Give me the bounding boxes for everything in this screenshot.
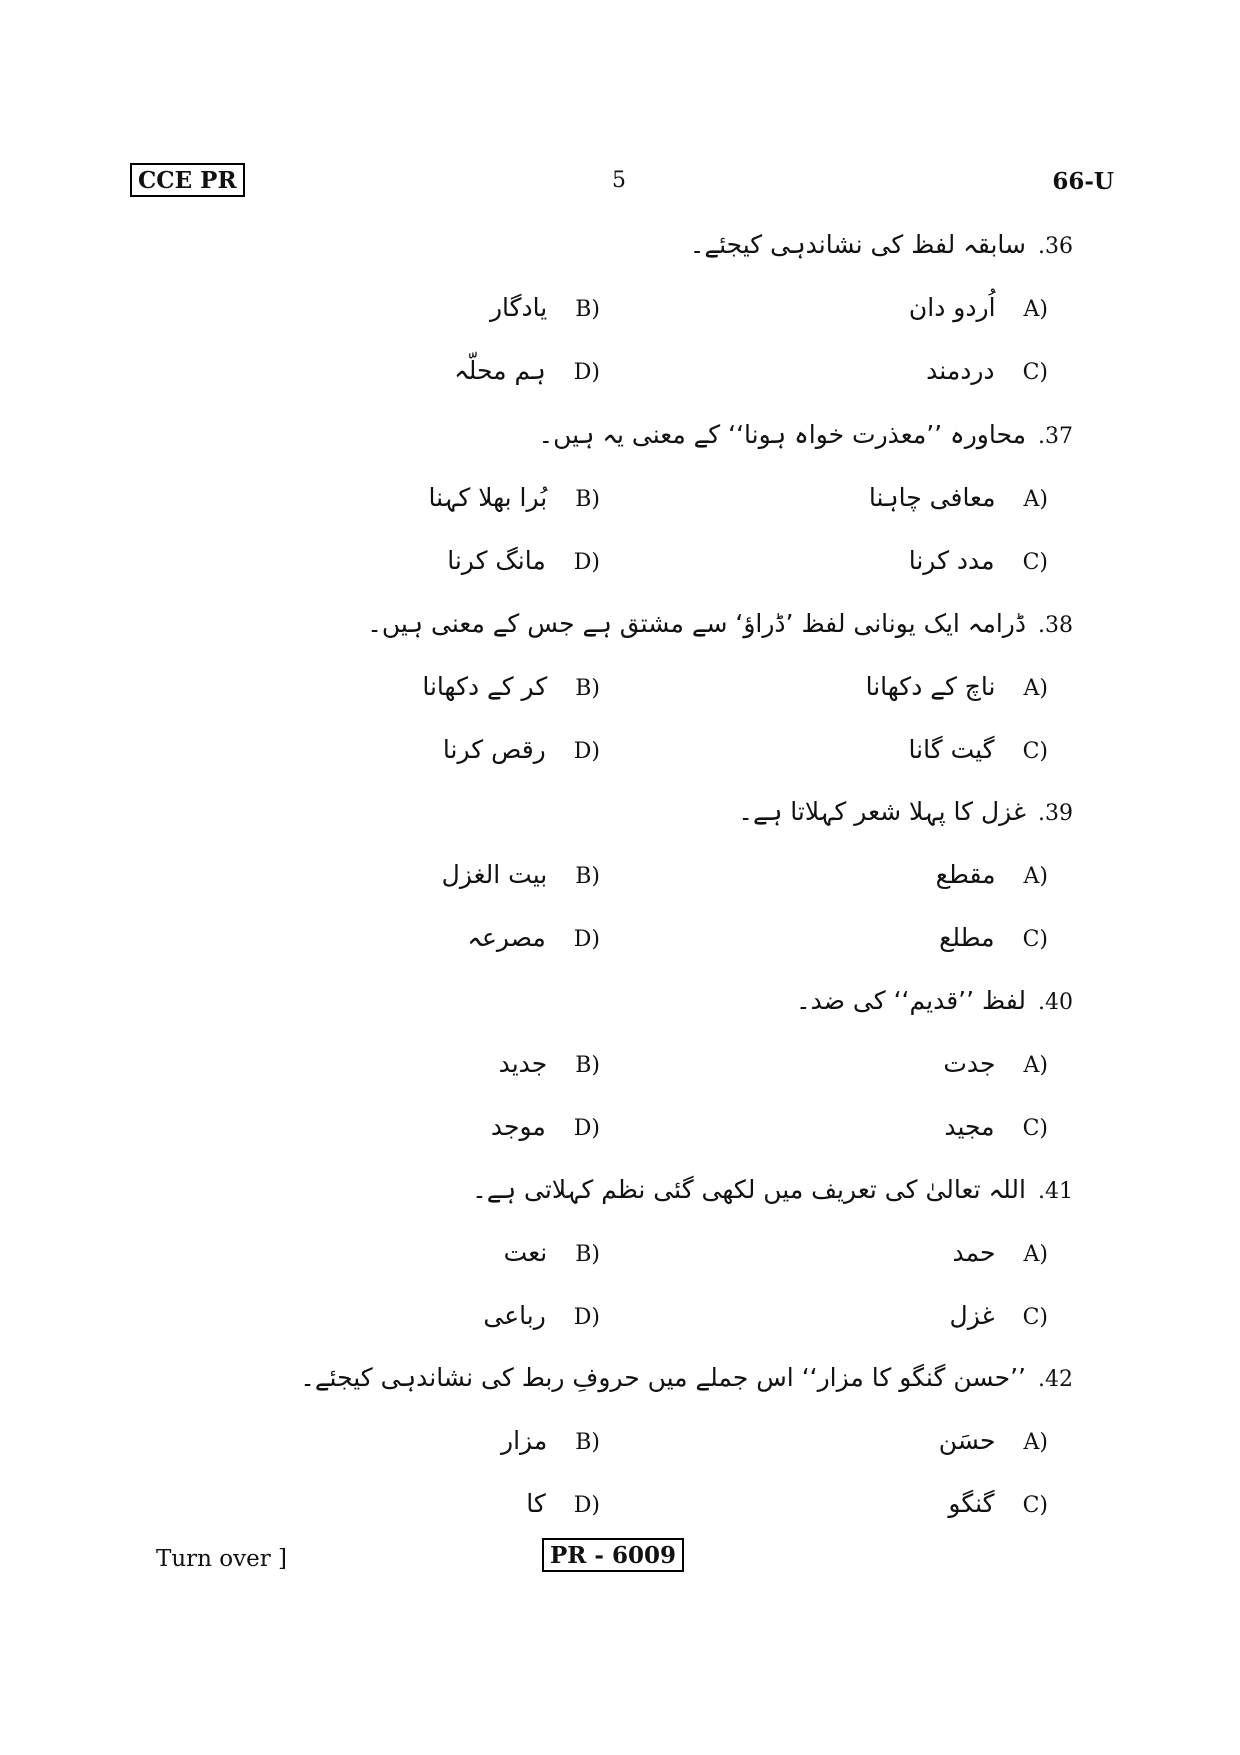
question-stem: غزل کا پہلا شعر کہلاتا ہے۔ <box>738 797 1026 826</box>
option-b[interactable] <box>422 672 600 701</box>
header-right-code: 66-U <box>1052 168 1114 195</box>
option-text: جدید <box>498 1049 548 1078</box>
option-a[interactable] <box>952 1238 1048 1267</box>
option-d[interactable] <box>491 1112 600 1141</box>
option-label: D) <box>573 550 600 575</box>
option-a[interactable] <box>866 672 1048 701</box>
question-number: .42 <box>1038 1367 1073 1392</box>
question-37 <box>539 420 1103 449</box>
option-label: D) <box>573 927 600 952</box>
question-stem: ’’حسن گنگو کا مزار‘‘ اس جملے میں حروفِ ربط کی نشاندہی کیجئے۔ <box>300 1363 1026 1392</box>
option-d[interactable] <box>447 546 600 575</box>
option-label: D) <box>573 739 600 764</box>
option-text: مقطع <box>935 860 996 889</box>
option-text: ناچ کے دکھانا <box>865 672 996 701</box>
option-label: A) <box>1023 1430 1048 1455</box>
option-b[interactable] <box>490 293 600 322</box>
question-41 <box>472 1175 1102 1204</box>
option-b[interactable] <box>442 860 600 889</box>
option-text: مزار <box>501 1426 548 1455</box>
option-label: B) <box>575 487 600 512</box>
option-label: D) <box>573 1116 600 1141</box>
option-label: B) <box>575 297 600 322</box>
option-d[interactable] <box>443 735 600 764</box>
question-number: .38 <box>1038 613 1073 638</box>
option-c[interactable] <box>944 1112 1048 1141</box>
option-a[interactable] <box>936 860 1048 889</box>
option-text: بُرا بھلا کہنا <box>428 483 548 512</box>
option-label: A) <box>1023 864 1048 889</box>
option-text: رقص کرنا <box>442 735 546 764</box>
option-c[interactable] <box>950 1301 1048 1330</box>
question-stem: محاورہ ’’معذرت خواہ ہونا‘‘ کے معنی یہ ہیں۔ <box>538 420 1026 449</box>
option-label: A) <box>1023 297 1048 322</box>
option-label: D) <box>573 1493 600 1518</box>
option-label: C) <box>1022 360 1048 385</box>
option-label: C) <box>1022 1305 1048 1330</box>
option-label: B) <box>575 676 600 701</box>
option-b[interactable] <box>504 1238 600 1267</box>
option-b[interactable] <box>429 483 600 512</box>
option-text: غزل <box>949 1301 995 1330</box>
option-text: گنگو <box>948 1489 995 1518</box>
option-text: بیت الغزل <box>441 860 548 889</box>
option-label: B) <box>575 1430 600 1455</box>
option-label: A) <box>1023 676 1048 701</box>
option-text: مدد کرنا <box>908 546 995 575</box>
option-c[interactable] <box>948 1489 1048 1518</box>
question-39 <box>738 797 1102 826</box>
option-c[interactable] <box>926 356 1048 385</box>
option-a[interactable] <box>943 1049 1048 1078</box>
option-text: مانگ کرنا <box>447 546 546 575</box>
turn-over-note: Turn over ] <box>156 1546 288 1572</box>
option-label: B) <box>575 1242 600 1267</box>
option-text: نعت <box>503 1238 548 1267</box>
option-text: مطلع <box>939 923 995 952</box>
option-label: D) <box>573 360 600 385</box>
option-label: C) <box>1022 1116 1048 1141</box>
question-number: .40 <box>1038 990 1073 1015</box>
option-label: A) <box>1023 1053 1048 1078</box>
question-38 <box>367 609 1102 638</box>
option-text: مصرعہ <box>467 923 546 952</box>
option-text: دردمند <box>926 356 995 385</box>
question-number: .36 <box>1038 234 1073 259</box>
question-stem: اللہ تعالیٰ کی تعریف میں لکھی گئی نظم کہلاتی ہے۔ <box>472 1175 1026 1204</box>
option-label: B) <box>575 864 600 889</box>
option-label: A) <box>1023 487 1048 512</box>
question-number: .39 <box>1038 801 1073 826</box>
option-text: گیت گانا <box>908 735 995 764</box>
option-text: ہم محلّہ <box>454 356 546 385</box>
option-label: C) <box>1022 550 1048 575</box>
option-b[interactable] <box>501 1426 600 1455</box>
option-text: معافی چاہنا <box>868 483 996 512</box>
option-c[interactable] <box>909 735 1048 764</box>
option-text: رباعی <box>483 1301 546 1330</box>
header-left-code: CCE PR <box>130 163 245 197</box>
question-stem: ڈرامہ ایک یونانی لفظ ’ڈراؤ‘ سے مشتق ہے جس کے معنی ہیں۔ <box>367 609 1026 638</box>
option-label: C) <box>1022 739 1048 764</box>
option-d[interactable] <box>483 1301 600 1330</box>
question-stem: لفظ ’’قدیم‘‘ کی ضد۔ <box>795 986 1026 1015</box>
option-c[interactable] <box>939 923 1048 952</box>
option-text: اُردو دان <box>908 293 996 322</box>
option-d[interactable] <box>454 356 600 385</box>
question-36 <box>690 230 1102 259</box>
option-c[interactable] <box>909 546 1048 575</box>
question-number: .37 <box>1038 424 1073 449</box>
option-a[interactable] <box>939 1426 1048 1455</box>
option-label: C) <box>1022 927 1048 952</box>
option-text: مجید <box>944 1112 995 1141</box>
question-40 <box>796 986 1102 1015</box>
option-a[interactable] <box>869 483 1048 512</box>
option-label: C) <box>1022 1493 1048 1518</box>
option-label: D) <box>573 1305 600 1330</box>
option-text: کا <box>526 1489 546 1518</box>
question-42 <box>300 1363 1102 1392</box>
option-d[interactable] <box>467 923 600 952</box>
option-text: حمد <box>952 1238 996 1267</box>
page-number: 5 <box>612 168 626 193</box>
option-text: جدت <box>943 1049 996 1078</box>
question-stem: سابقہ لفظ کی نشاندہی کیجئے۔ <box>689 230 1026 259</box>
question-number: .41 <box>1038 1179 1073 1204</box>
option-a[interactable] <box>909 293 1048 322</box>
option-label: B) <box>575 1053 600 1078</box>
option-d[interactable] <box>526 1489 600 1518</box>
option-text: موجد <box>490 1112 546 1141</box>
option-text: کر کے دکھانا <box>422 672 548 701</box>
footer-paper-code: PR - 6009 <box>542 1538 684 1572</box>
option-label: A) <box>1023 1242 1048 1267</box>
option-text: یادگار <box>489 293 548 322</box>
option-b[interactable] <box>499 1049 600 1078</box>
option-text: حسَن <box>938 1426 996 1455</box>
